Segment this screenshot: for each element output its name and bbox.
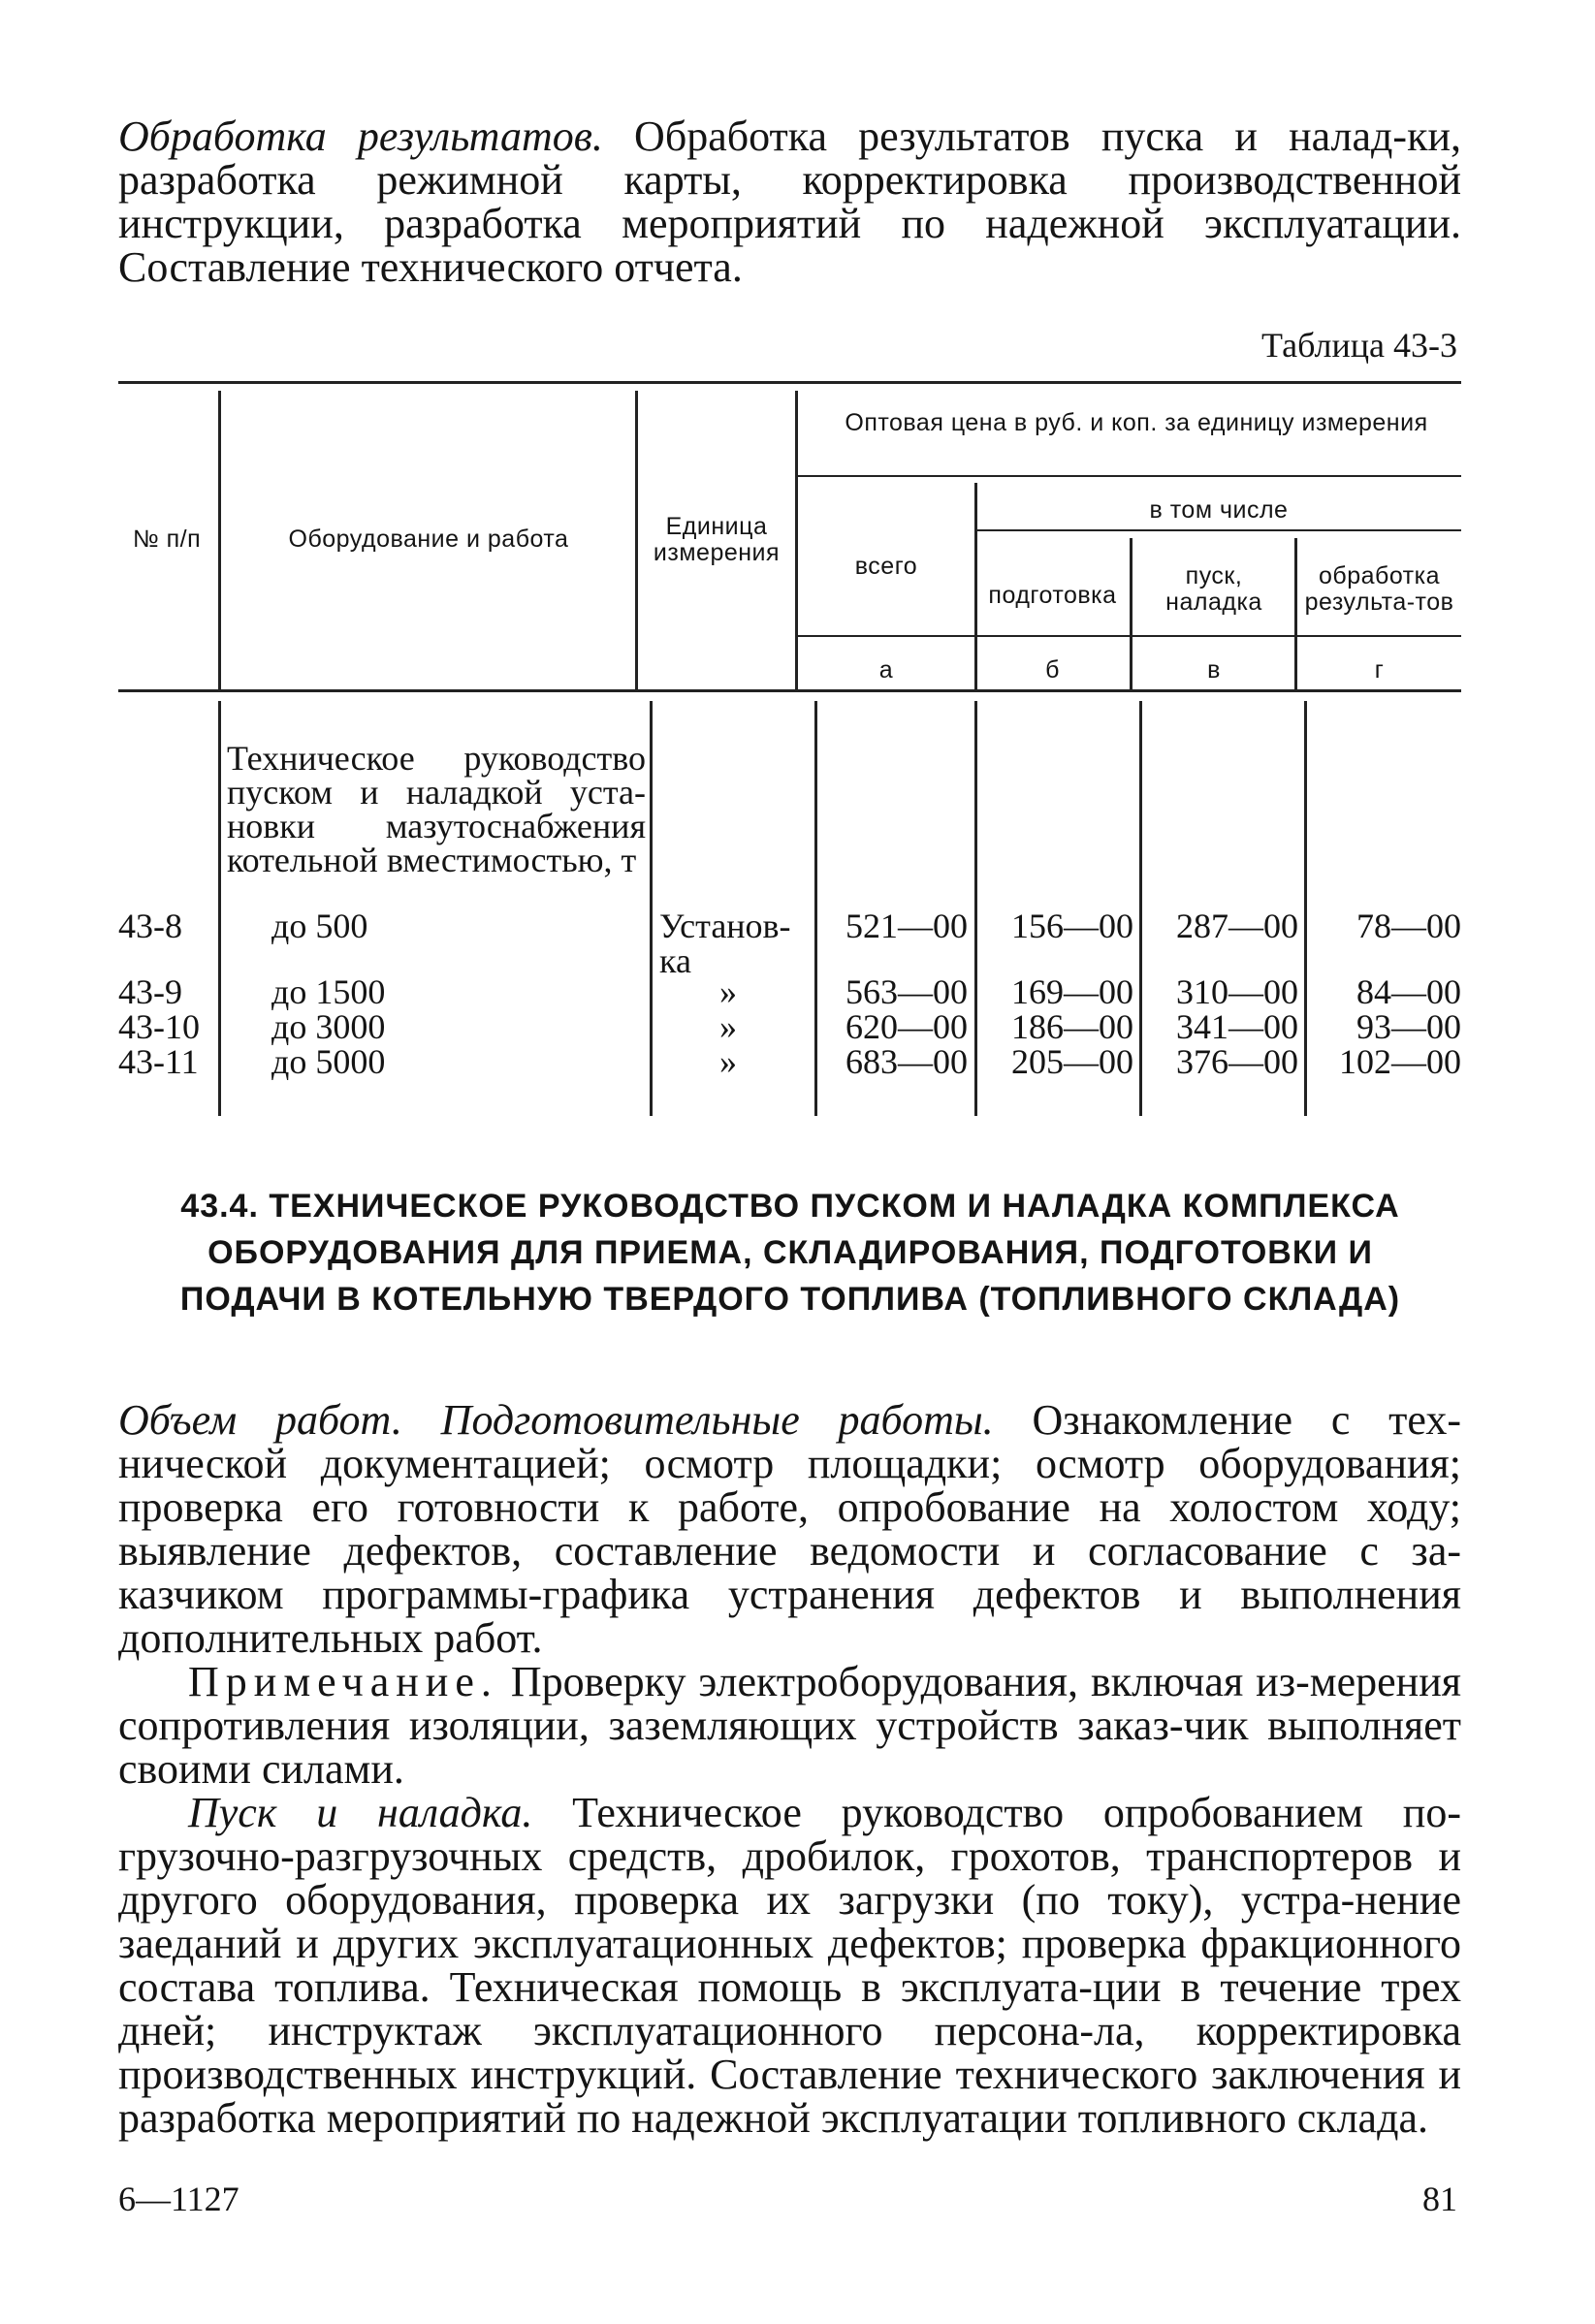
row-total: 683—00 bbox=[845, 1042, 968, 1081]
section-heading: 43.4. ТЕХНИЧЕСКОЕ РУКОВОДСТВО ПУСКОМ И НАЛАДКА КОМПЛЕКСА ОБОРУДОВАНИЯ ДЛЯ ПРИЕМА, СКЛАДИРОВАНИЯ, ПОДГОТОВКИ И ПОДАЧИ В КОТЕЛЬНУЮ ТВЕРДОГО ТОПЛИВА (ТОПЛИВНОГО СКЛАДА) bbox=[179, 1188, 1401, 1318]
body-vrule-3 bbox=[814, 701, 817, 1116]
row-no: 43-8 bbox=[118, 907, 182, 945]
body-vrule-6 bbox=[1304, 701, 1307, 1116]
launch-lead: Пуск и наладка. bbox=[188, 1789, 533, 1836]
row-total: 563—00 bbox=[845, 972, 968, 1011]
row-prep: 156—00 bbox=[1011, 907, 1133, 945]
row-total: 521—00 bbox=[845, 907, 968, 945]
header-vrule-1 bbox=[218, 391, 221, 689]
header-vrule-3 bbox=[795, 391, 798, 689]
table-top-rule bbox=[118, 381, 1461, 384]
header-vrule-5 bbox=[1130, 538, 1132, 689]
header-col-b: б bbox=[1045, 656, 1060, 684]
header-col-v: в bbox=[1207, 656, 1221, 684]
page-number: 81 bbox=[1422, 2180, 1457, 2218]
row-capacity: до 500 bbox=[271, 907, 368, 945]
row-launch: 376—00 bbox=[1176, 1042, 1298, 1081]
note-lead: Примечание. bbox=[188, 1658, 498, 1705]
scope-text: Ознакомление с тех-нической документацией; осмотр площадки; осмотр оборудования; проверка его готовности к работе, опробование на холостом ходу; выявление дефектов, составление ведомости и согласование с за-казчиком программы-графика устранения дефектов и выполнения дополнительных работ. bbox=[118, 1396, 1461, 1662]
body-vrule-2 bbox=[650, 701, 653, 1116]
launch-text: Техническое руководство опробованием по-грузочно-разгрузочных средств, дробилок, грохотов, транспортеров и другого оборудования, проверка их загрузки (по току), устра-нение заеданий и других эксплуатационных дефектов; проверка фракционного состава топлива. Техническая помощь в эксплуата-ции в течение трех дней; инструктаж эксплуатационного персона-ла, корректировка производственных инструкций. Составление технического заключения и разработка мероприятий по надежной эксплуатации топливного склада. bbox=[118, 1789, 1461, 2142]
header-no: № п/п bbox=[132, 525, 202, 553]
header-col-g: г bbox=[1374, 656, 1385, 684]
header-total: всего bbox=[854, 553, 918, 580]
row-launch: 310—00 bbox=[1176, 972, 1298, 1011]
group-description: Техническое руководство пуском и наладкой уста-новки мазутоснабжения котельной вместимостью, т bbox=[227, 739, 646, 879]
intro-paragraph bbox=[118, 114, 1461, 289]
incl-rule bbox=[976, 529, 1461, 531]
row-prep: 205—00 bbox=[1011, 1042, 1133, 1081]
row-processing: 84—00 bbox=[1356, 972, 1461, 1011]
intro-text: Обработка результатов пуска и налад-ки, разработка режимной карты, корректировка производственной инструкции, разработка мероприятий по надежной эксплуатации. Составление технического отчета. bbox=[118, 112, 1461, 291]
row-no: 43-10 bbox=[118, 1007, 200, 1046]
scope-paragraph bbox=[118, 1398, 1461, 1660]
header-price-group: Оптовая цена в руб. и коп. за единицу измерения bbox=[845, 409, 1428, 436]
row-launch: 287—00 bbox=[1176, 907, 1298, 945]
row-prep: 186—00 bbox=[1011, 1007, 1133, 1046]
price-group-rule bbox=[797, 475, 1461, 477]
header-equipment: Оборудование и работа bbox=[288, 525, 569, 553]
body-vrule-1 bbox=[218, 701, 221, 1116]
note-paragraph bbox=[118, 1660, 1461, 1791]
header-launch: пуск, наладка bbox=[1165, 562, 1262, 616]
header-col-a: а bbox=[878, 656, 894, 684]
header-vrule-6 bbox=[1294, 538, 1297, 689]
row-no: 43-9 bbox=[118, 972, 182, 1011]
footer-code: 6—1127 bbox=[118, 2180, 239, 2218]
body-vrule-4 bbox=[974, 701, 977, 1116]
header-incl: в том числе bbox=[1149, 496, 1289, 524]
row-capacity: до 5000 bbox=[271, 1042, 386, 1081]
row-processing: 93—00 bbox=[1356, 1007, 1461, 1046]
row-total: 620—00 bbox=[845, 1007, 968, 1046]
row-unit: Установ-ка bbox=[659, 907, 791, 980]
row-prep: 169—00 bbox=[1011, 972, 1133, 1011]
header-vrule-2 bbox=[635, 391, 638, 689]
scope-lead: Объем работ. Подготовительные работы. bbox=[118, 1396, 994, 1444]
row-unit: » bbox=[719, 1042, 737, 1081]
row-launch: 341—00 bbox=[1176, 1007, 1298, 1046]
header-prep: подготовка bbox=[988, 582, 1117, 609]
row-processing: 102—00 bbox=[1339, 1042, 1461, 1081]
header-bottom-rule bbox=[118, 689, 1461, 692]
body-vrule-5 bbox=[1139, 701, 1142, 1116]
header-processing: обработка результа-тов bbox=[1304, 562, 1454, 616]
row-processing: 78—00 bbox=[1356, 907, 1461, 945]
price-table bbox=[118, 381, 1461, 1116]
note-text: Проверку электроборудования, включая из-мерения сопротивления изоляции, заземляющих устройств заказ-чик выполняет своими силами. bbox=[118, 1658, 1461, 1793]
row-unit: » bbox=[719, 1007, 737, 1046]
header-unit: Единица измерения bbox=[653, 513, 781, 566]
intro-title: Обработка результатов. bbox=[118, 112, 603, 160]
row-no: 43-11 bbox=[118, 1042, 199, 1081]
row-unit: » bbox=[719, 972, 737, 1011]
table-caption: Таблица 43-3 bbox=[1261, 326, 1457, 365]
launch-paragraph bbox=[118, 1791, 1461, 2140]
row-capacity: до 3000 bbox=[271, 1007, 386, 1046]
row-capacity: до 1500 bbox=[271, 972, 386, 1011]
